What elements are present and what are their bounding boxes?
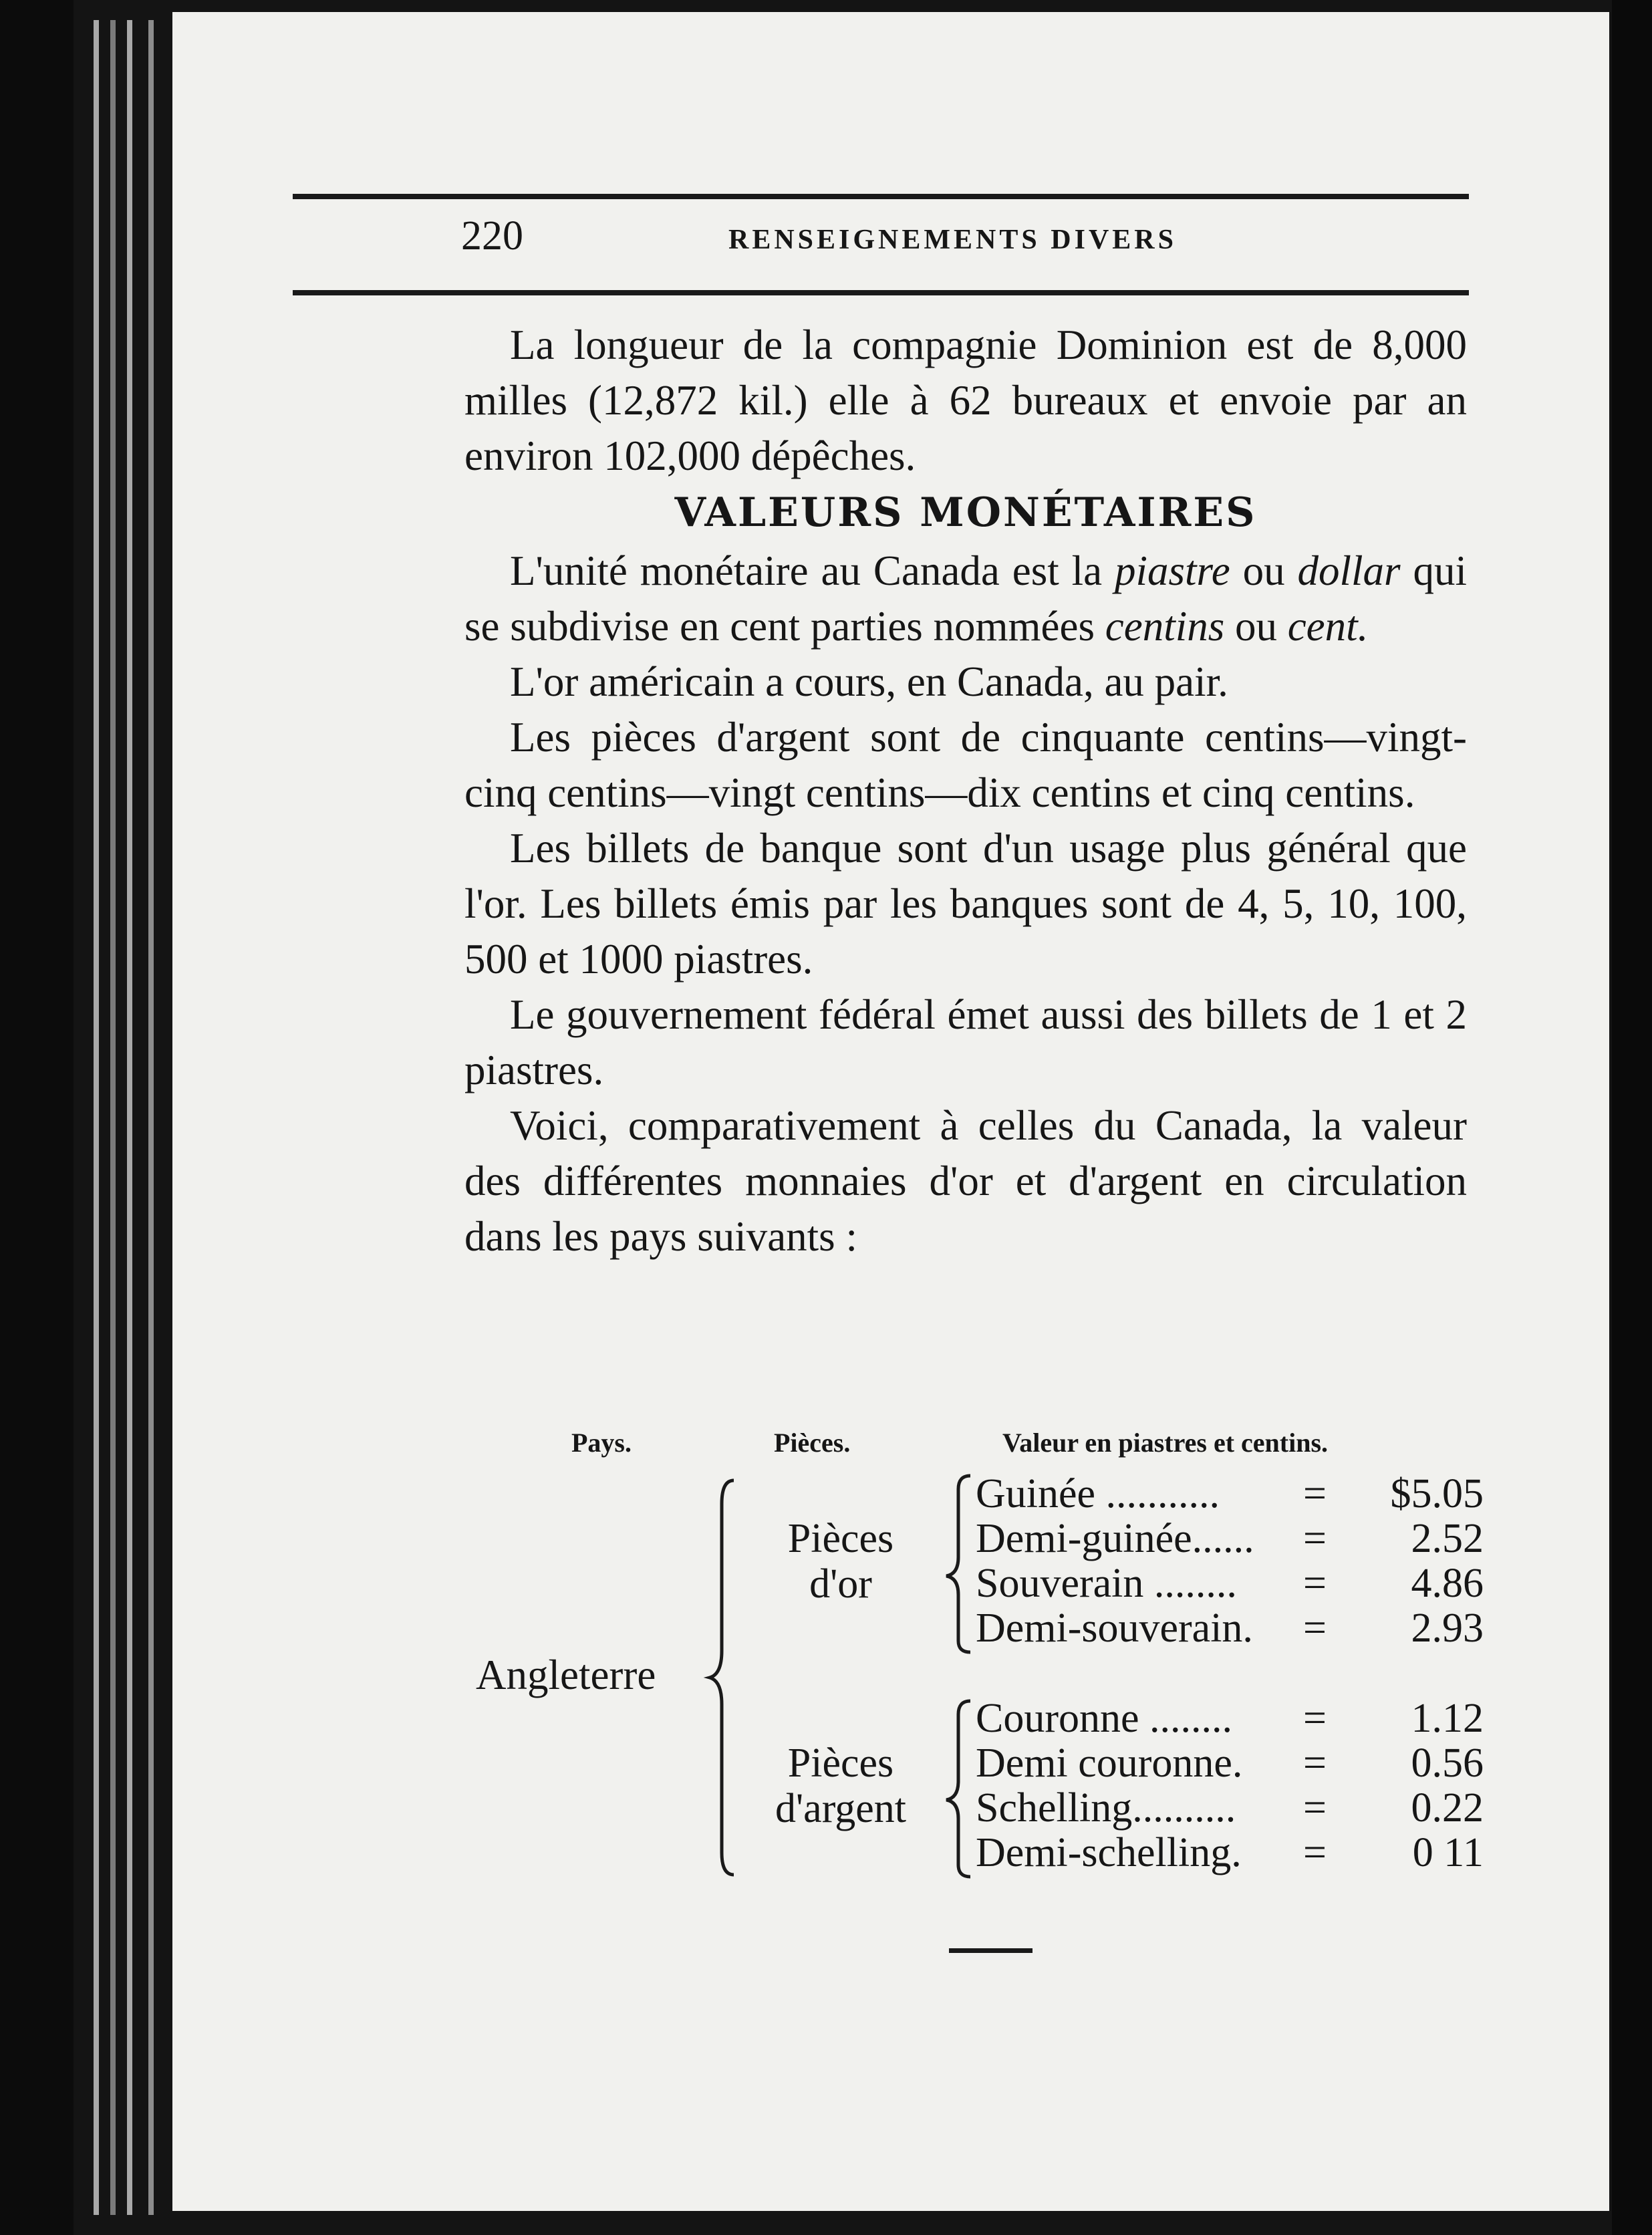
coin-value: 2.52 xyxy=(1411,1516,1484,1561)
column-header-country: Pays. xyxy=(571,1428,632,1458)
term-piastre: piastre xyxy=(1115,547,1230,594)
term-dollar: dollar xyxy=(1297,547,1401,594)
coin-name: Souverain ........ xyxy=(976,1561,1237,1606)
section-title: VALEURS MONÉTAIRES xyxy=(674,489,1257,536)
country-brace xyxy=(710,1480,734,1875)
coin-value: 0.56 xyxy=(1411,1740,1484,1786)
coin-name: Couronne ........ xyxy=(976,1696,1233,1741)
coin-row xyxy=(976,1785,1484,1829)
paragraph-telegraph: La longueur de la compagnie Dominion est de 8,000 milles (12,872 kil.) elle à 62 bureaux et envoie par an environ 102,000 dépêches. xyxy=(464,321,1467,479)
equals-sign: = xyxy=(1303,1605,1327,1651)
equals-sign: = xyxy=(1303,1830,1327,1875)
group-label-silver: Pièces d'argent xyxy=(775,1740,906,1831)
gold-brace xyxy=(946,1476,970,1652)
coin-row xyxy=(976,1560,1484,1605)
silver-coin-list xyxy=(976,1695,1484,1874)
equals-sign: = xyxy=(1303,1785,1327,1831)
coin-value: 4.86 xyxy=(1411,1561,1484,1606)
term-centins: centins xyxy=(1105,603,1225,650)
coin-value: 2.93 xyxy=(1411,1605,1484,1651)
coin-row xyxy=(976,1740,1484,1785)
paragraph-comparison-intro: Voici, comparativement à celles du Canada, la valeur des différentes monnaies d'or et d'argent en circulation dans les pays suivants : xyxy=(464,1102,1467,1260)
coin-value: 0 11 xyxy=(1412,1830,1484,1875)
equals-sign: = xyxy=(1303,1740,1327,1786)
coin-value: 0.22 xyxy=(1411,1785,1484,1831)
column-header-pieces: Pièces. xyxy=(774,1428,851,1458)
coin-name: Schelling.......... xyxy=(976,1785,1236,1831)
coin-name: Demi-schelling. xyxy=(976,1830,1242,1875)
gold-coin-list xyxy=(976,1470,1484,1650)
equals-sign: = xyxy=(1303,1696,1327,1741)
equals-sign: = xyxy=(1303,1561,1327,1606)
equals-sign: = xyxy=(1303,1471,1327,1517)
term-cent: cent. xyxy=(1287,603,1369,650)
closing-rule xyxy=(949,1948,1032,1953)
coin-row xyxy=(976,1605,1484,1650)
running-title: RENSEIGNEMENTS DIVERS xyxy=(728,225,1177,255)
column-header-value: Valeur en piastres et centins. xyxy=(1002,1428,1329,1458)
coin-value: 1.12 xyxy=(1411,1696,1484,1741)
equals-sign: = xyxy=(1303,1516,1327,1561)
paragraph-silver-coins: Les pièces d'argent sont de cinquante centins—vingt-cinq centins—vingt centins—dix centins et cinq centins. xyxy=(464,714,1467,816)
silver-brace xyxy=(946,1701,970,1877)
paragraph-federal-notes: Le gouvernement fédéral émet aussi des billets de 1 et 2 piastres. xyxy=(464,991,1467,1093)
paragraph-bank-notes: Les billets de banque sont d'un usage plus général que l'or. Les billets émis par les banques sont de 4, 5, 10, 100, 500 et 1000 piastres. xyxy=(464,825,1467,982)
group-label-gold: Pièces d'or xyxy=(787,1516,894,1607)
country-angleterre: Angleterre xyxy=(476,1652,656,1698)
coin-row xyxy=(976,1829,1484,1874)
coin-row xyxy=(976,1470,1484,1515)
coin-name: Guinée ........... xyxy=(976,1471,1220,1517)
coin-name: Demi-souverain. xyxy=(976,1605,1253,1651)
page-number: 220 xyxy=(461,213,523,259)
coin-name: Demi-guinée...... xyxy=(976,1516,1254,1561)
coin-name: Demi couronne. xyxy=(976,1740,1243,1786)
coin-row xyxy=(976,1515,1484,1560)
paragraph-american-gold: L'or américain a cours, en Canada, au pair. xyxy=(510,658,1228,705)
paragraph-monetary-unit: L'unité monétaire au Canada est la piastre ou dollar qui se subdivise en cent parties nommées centins ou cent. xyxy=(464,547,1468,650)
coin-value: $5.05 xyxy=(1390,1471,1484,1517)
coin-row xyxy=(976,1695,1484,1740)
